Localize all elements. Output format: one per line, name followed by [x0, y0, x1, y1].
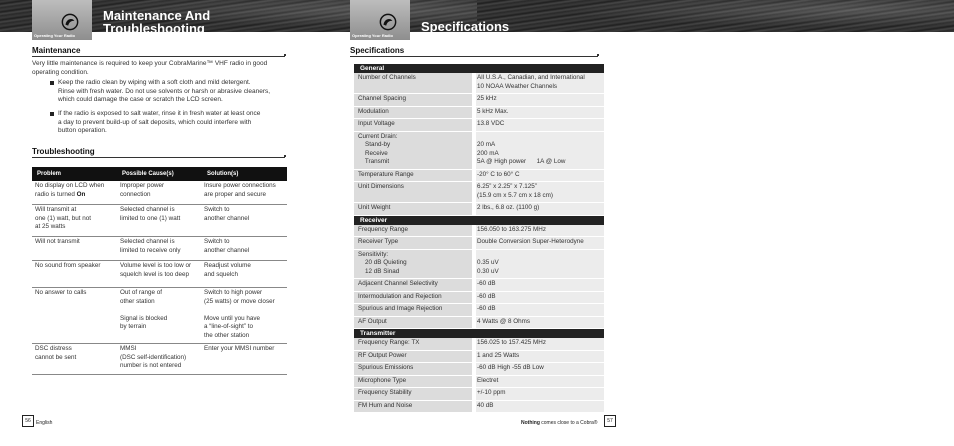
spec-label: Spurious and Image Rejection [354, 304, 472, 316]
spec-row [354, 94, 604, 107]
spec-value: 2 lbs., 6.8 oz. (1100 g) [476, 203, 604, 215]
cobra-logo-icon [61, 13, 79, 31]
spec-row [354, 237, 604, 250]
spec-value: -60 dB [476, 292, 604, 304]
spec-label: Modulation [354, 107, 472, 119]
spec-value: Electret [476, 376, 604, 388]
spec-label: Input Voltage [354, 119, 472, 131]
problem-cell: No sound from speaker [35, 262, 101, 269]
solution-cell: Readjust volume and squelch [204, 262, 251, 278]
bullet-icon [50, 81, 54, 85]
problem-cell: DSC distress cannot be sent [35, 345, 77, 361]
spec-value: 156.025 to 157.425 MHz [476, 338, 604, 350]
maintenance-bullet-2: If the radio is exposed to salt water, rinse it in fresh water at least once a day to prevent build-up of salt deposits, which could interfere with button operation. [58, 110, 260, 136]
heading-rule [32, 157, 285, 158]
spec-label: Frequency Range: TX [354, 338, 472, 350]
cause-cell: Selected channel is limited to one (1) watt [120, 206, 181, 222]
table-row [32, 288, 287, 344]
spec-category: Receiver [354, 216, 604, 225]
bullet-icon [50, 112, 54, 116]
column-header: Problem [37, 171, 62, 177]
table-row [32, 261, 287, 288]
spec-row [354, 351, 604, 364]
spec-value: 40 dB [476, 401, 604, 413]
solution-cell: Enter your MMSI number [204, 345, 275, 352]
table-body [32, 181, 287, 375]
tab-label: Operating Your Radio [34, 33, 75, 38]
table-row [32, 344, 287, 375]
cause-cell: Volume level is too low or squelch level is too deep [120, 262, 192, 278]
heading-rule [350, 56, 598, 57]
cause-cell: Out of range of other station Signal is blocked by terrain [120, 289, 168, 330]
spec-row [354, 182, 604, 203]
spec-value: Double Conversion Super-Heterodyne [476, 237, 604, 249]
spec-row [354, 292, 604, 305]
spec-row [354, 279, 604, 292]
maintenance-intro: Very little maintenance is required to keep your CobraMarine™ VHF radio in good operating condition. [32, 60, 268, 76]
cobra-logo-icon [379, 13, 397, 31]
spec-value: 13.8 VDC [476, 119, 604, 131]
spec-row [354, 107, 604, 120]
cause-cell: Improper power connection [120, 182, 165, 198]
spec-label: Receiver Type [354, 237, 472, 249]
spec-label: Microphone Type [354, 376, 472, 388]
spec-value: 6.25” x 2.25” x 7.125” (15.9 cm x 5.7 cm x 18 cm) [476, 182, 604, 202]
spec-row [354, 376, 604, 389]
spec-value: -60 dB High -55 dB Low [476, 363, 604, 375]
spec-row [354, 363, 604, 376]
spec-label: Frequency Range [354, 225, 472, 237]
spec-value: +/-10 ppm [476, 388, 604, 400]
table-row [32, 205, 287, 237]
column-header: Solution(s) [207, 171, 239, 177]
spec-value: -60 dB [476, 304, 604, 316]
spec-label: Intermodulation and Rejection [354, 292, 472, 304]
footer-slogan: Nothing comes close to a Cobra® [521, 420, 598, 426]
spec-category: Transmitter [354, 329, 604, 338]
heading-rule [32, 56, 285, 57]
solution-cell: Switch to another channel [204, 206, 250, 222]
problem-cell: No answer to calls [35, 289, 87, 296]
solution-cell: Insure power connections are proper and secure [204, 182, 276, 198]
footer-language: English [36, 420, 53, 426]
problem-cell: Will not transmit [35, 238, 80, 245]
spec-value: 5 kHz Max. [476, 107, 604, 119]
spec-value: 25 kHz [476, 94, 604, 106]
spec-row [354, 132, 604, 170]
spec-label: Number of Channels [354, 73, 472, 93]
spec-row [354, 203, 604, 216]
spec-value: -60 dB [476, 279, 604, 291]
spec-label: Channel Spacing [354, 94, 472, 106]
page-title: Specifications [421, 19, 510, 34]
spec-label: Temperature Range [354, 170, 472, 182]
spec-row [354, 388, 604, 401]
solution-cell: Switch to another channel [204, 238, 250, 254]
spec-row [354, 401, 604, 414]
troubleshooting-table [32, 167, 287, 375]
page-title: Maintenance And Troubleshooting [103, 8, 211, 36]
spec-row [354, 304, 604, 317]
spec-row [354, 73, 604, 94]
spec-value: 4 Watts @ 8 Ohms [476, 317, 604, 329]
spec-category: General [354, 64, 604, 73]
spec-value: All U.S.A., Canadian, and International 10 NOAA Weather Channels [476, 73, 604, 93]
specifications-heading: Specifications [350, 46, 405, 55]
spec-value: 1 and 25 Watts [476, 351, 604, 363]
spec-value: 156.050 to 163.275 MHz [476, 225, 604, 237]
spec-label: Frequency Stability [354, 388, 472, 400]
maintenance-heading: Maintenance [32, 46, 81, 55]
spec-value: 0.35 uV 0.30 uV [476, 250, 604, 279]
spec-row [354, 170, 604, 183]
spec-label: Adjacent Channel Selectivity [354, 279, 472, 291]
spec-label: RF Output Power [354, 351, 472, 363]
solution-cell: Switch to high power (25 watts) or move closer Move until you have a “line-of-sight” to the other station [204, 289, 275, 339]
problem-cell: No display on LCD when radio is turned On [35, 182, 105, 198]
spec-label: Spurious Emissions [354, 363, 472, 375]
cause-cell: MMSI (DSC self-identification) number is not entered [120, 345, 187, 369]
spec-row [354, 317, 604, 330]
spec-row [354, 338, 604, 351]
problem-cell: Will transmit at one (1) watt, but not at 25 watts [35, 206, 92, 230]
page-number: 56 [22, 415, 34, 427]
spec-label: AF Output [354, 317, 472, 329]
troubleshooting-heading: Troubleshooting [32, 147, 95, 156]
spec-value: 20 mA 200 mA 5A @ High power 1A @ Low [476, 132, 604, 169]
spec-label: Sensitivity: 20 dB Quieting 12 dB Sinad [354, 250, 472, 279]
page-number: 57 [604, 415, 616, 427]
tab-label: Operating Your Radio [352, 33, 393, 38]
spec-value: -20° C to 60° C [476, 170, 604, 182]
spec-row [354, 225, 604, 238]
spec-label: Current Drain: Stand-by Receive Transmit [354, 132, 472, 169]
table-header [32, 167, 287, 181]
table-row [32, 181, 287, 205]
specifications-table [354, 64, 604, 413]
spec-label: FM Hum and Noise [354, 401, 472, 413]
spec-label: Unit Dimensions [354, 182, 472, 202]
spec-label: Unit Weight [354, 203, 472, 215]
cause-cell: Selected channel is limited to receive only [120, 238, 181, 254]
column-header: Possible Cause(s) [122, 171, 174, 177]
spec-row [354, 250, 604, 280]
table-row [32, 237, 287, 261]
spec-row [354, 119, 604, 132]
header-banner [477, 0, 954, 32]
maintenance-bullet-1: Keep the radio clean by wiping with a soft cloth and mild detergent. Rinse with fresh water. Do not use solvents or harsh or abrasive cleaners, which could damage the case or scratch the LCD screen. [58, 79, 270, 105]
